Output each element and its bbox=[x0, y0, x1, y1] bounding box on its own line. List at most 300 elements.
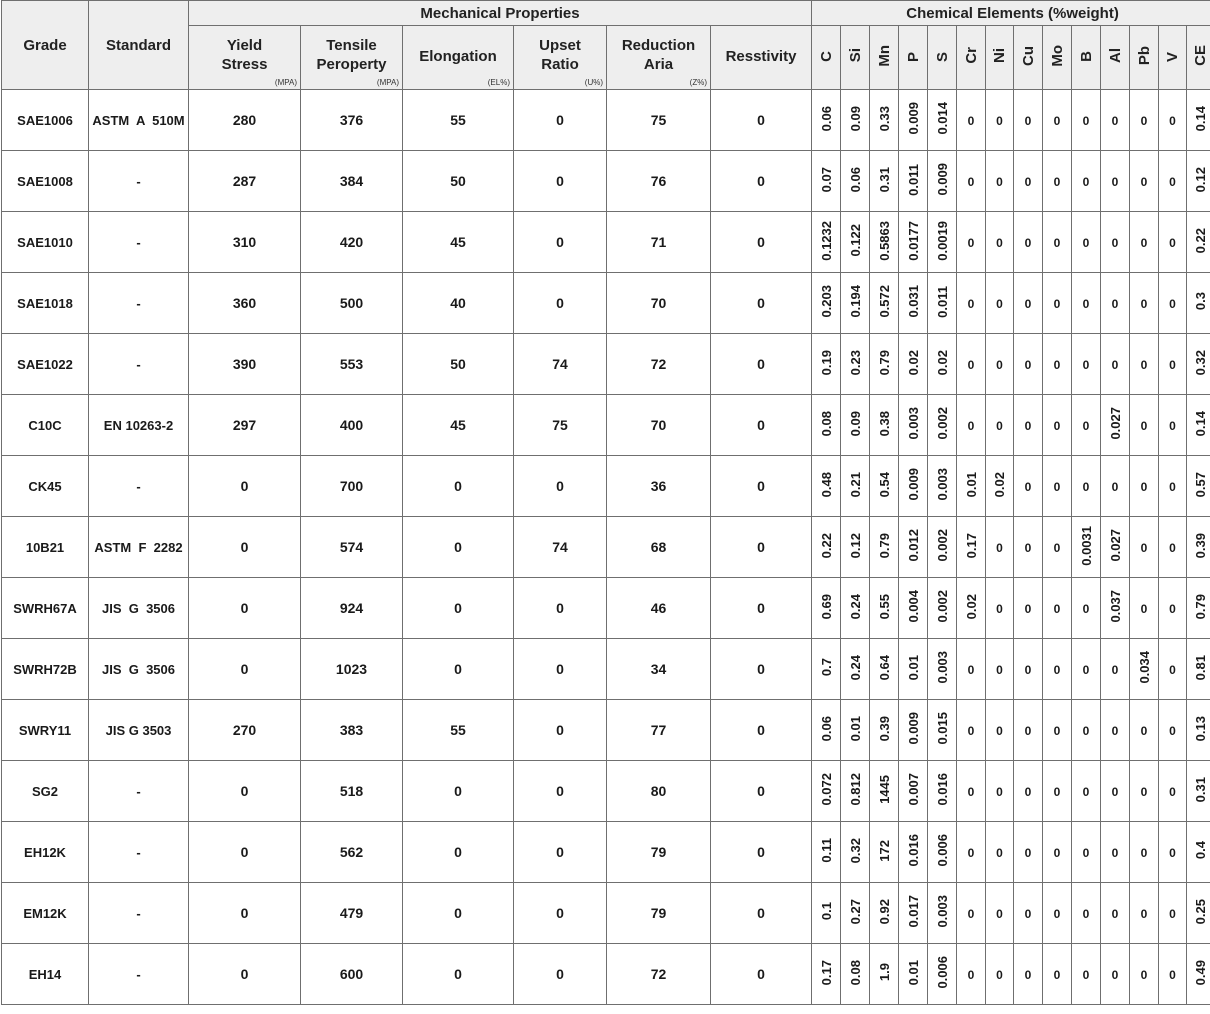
element-value: 0.012 bbox=[905, 529, 921, 562]
element-value: 0 bbox=[967, 297, 975, 311]
element-value: 0.17 bbox=[818, 959, 834, 986]
element-value: 0.79 bbox=[876, 349, 892, 376]
element-value-cell bbox=[957, 456, 986, 517]
element-value: 0.08 bbox=[818, 410, 834, 437]
mechanical-value-cell: 74 bbox=[514, 517, 607, 578]
mechanical-value-cell: 270 bbox=[189, 700, 301, 761]
element-value-cell bbox=[1101, 761, 1130, 822]
mechanical-value-cell: 0 bbox=[403, 944, 514, 1005]
element-value: 0 bbox=[996, 297, 1003, 311]
element-value-cell bbox=[1014, 639, 1043, 700]
element-value-cell bbox=[1187, 273, 1210, 334]
element-value: 0.007 bbox=[905, 773, 921, 806]
element-value: 0.55 bbox=[876, 593, 892, 620]
element-value-cell bbox=[1159, 944, 1187, 1005]
element-value: 0.572 bbox=[876, 285, 892, 318]
element-symbol: Al bbox=[1106, 48, 1124, 63]
element-value: 0.69 bbox=[818, 593, 834, 620]
mechanical-column-unit: (EL%) bbox=[487, 78, 510, 87]
element-value-cell bbox=[986, 944, 1014, 1005]
element-value-cell bbox=[899, 517, 928, 578]
mechanical-value-cell: 1023 bbox=[301, 639, 403, 700]
table-row bbox=[2, 151, 1210, 212]
mechanical-value-cell: 75 bbox=[607, 90, 711, 151]
element-value-cell bbox=[1072, 639, 1101, 700]
mechanical-value-cell: 0 bbox=[403, 883, 514, 944]
element-value-cell bbox=[1187, 456, 1210, 517]
mechanical-value-cell: 45 bbox=[403, 395, 514, 456]
element-value-cell bbox=[1101, 883, 1130, 944]
mechanical-value-cell: 70 bbox=[607, 395, 711, 456]
element-value: 0 bbox=[1053, 480, 1061, 494]
element-value-cell bbox=[841, 883, 870, 944]
standard-cell: - bbox=[89, 456, 189, 517]
element-value: 0 bbox=[1169, 602, 1176, 616]
standard-cell: - bbox=[89, 883, 189, 944]
element-value: 0 bbox=[1024, 175, 1032, 189]
element-value-cell bbox=[1101, 517, 1130, 578]
element-value: 0 bbox=[1053, 663, 1061, 677]
element-value-cell bbox=[957, 273, 986, 334]
element-value-cell bbox=[1130, 883, 1159, 944]
element-value-cell bbox=[812, 578, 841, 639]
element-value-cell bbox=[1101, 822, 1130, 883]
element-value: 0 bbox=[1053, 419, 1061, 433]
element-value-cell bbox=[957, 212, 986, 273]
grade-cell: SAE1022 bbox=[2, 334, 89, 395]
element-value: 0.002 bbox=[934, 590, 950, 623]
element-value: 0.38 bbox=[876, 410, 892, 437]
mechanical-value-cell: 80 bbox=[607, 761, 711, 822]
element-value-cell bbox=[812, 639, 841, 700]
mechanical-value-cell: 40 bbox=[403, 273, 514, 334]
element-value: 0 bbox=[1082, 419, 1090, 433]
element-value-cell bbox=[1130, 822, 1159, 883]
element-value: 0.002 bbox=[934, 407, 950, 440]
mechanical-value-cell: 0 bbox=[189, 517, 301, 578]
element-value: 0 bbox=[1140, 358, 1148, 372]
element-value: 0.02 bbox=[934, 349, 950, 376]
element-value: 0.09 bbox=[847, 105, 863, 132]
element-value-cell bbox=[812, 212, 841, 273]
element-value: 0 bbox=[1140, 236, 1148, 250]
mechanical-value-cell: 50 bbox=[403, 151, 514, 212]
element-value-cell bbox=[1130, 273, 1159, 334]
element-value-cell bbox=[928, 90, 957, 151]
mechanical-column-unit: (MPA) bbox=[376, 78, 399, 87]
element-value: 0 bbox=[1053, 724, 1061, 738]
element-value: 0 bbox=[1082, 724, 1090, 738]
element-value: 0 bbox=[1053, 236, 1061, 250]
element-value: 0 bbox=[967, 358, 975, 372]
mechanical-value-cell: 0 bbox=[711, 273, 812, 334]
element-value: 0.016 bbox=[905, 834, 921, 867]
element-value: 0 bbox=[1140, 175, 1148, 189]
element-value-cell bbox=[899, 944, 928, 1005]
table-row bbox=[2, 90, 1210, 151]
mechanical-value-cell: 0 bbox=[403, 578, 514, 639]
element-value-cell bbox=[812, 395, 841, 456]
element-value: 0 bbox=[967, 663, 975, 677]
element-value: 0.031 bbox=[905, 285, 921, 318]
element-value-cell bbox=[986, 212, 1014, 273]
element-value: 0 bbox=[1024, 480, 1032, 494]
element-value-cell bbox=[957, 761, 986, 822]
element-value: 0 bbox=[996, 785, 1003, 799]
element-value-cell bbox=[1043, 90, 1072, 151]
element-value-cell bbox=[1187, 212, 1210, 273]
element-value: 0.015 bbox=[934, 712, 950, 745]
element-value-cell bbox=[928, 944, 957, 1005]
element-value-cell bbox=[1159, 517, 1187, 578]
element-value-cell bbox=[1043, 212, 1072, 273]
mechanical-value-cell: 0 bbox=[514, 273, 607, 334]
mechanical-value-cell: 297 bbox=[189, 395, 301, 456]
element-value-cell bbox=[1187, 883, 1210, 944]
standard-cell: ASTM F 2282 bbox=[89, 517, 189, 578]
element-value: 0.003 bbox=[905, 407, 921, 440]
element-value-cell bbox=[986, 395, 1014, 456]
element-value: 0.79 bbox=[876, 532, 892, 559]
element-value-cell bbox=[1187, 517, 1210, 578]
element-value: 0 bbox=[1053, 785, 1061, 799]
element-value: 0 bbox=[1053, 602, 1061, 616]
element-value-cell bbox=[841, 578, 870, 639]
element-value-cell bbox=[1072, 761, 1101, 822]
mechanical-column-label: Resstivity bbox=[725, 47, 797, 65]
element-value-cell bbox=[1101, 212, 1130, 273]
element-value-cell bbox=[812, 273, 841, 334]
element-value-cell bbox=[1159, 334, 1187, 395]
element-value-cell bbox=[957, 395, 986, 456]
mechanical-value-cell: 0 bbox=[514, 151, 607, 212]
element-value: 0 bbox=[1140, 297, 1148, 311]
element-value-cell bbox=[1043, 578, 1072, 639]
table-row bbox=[2, 334, 1210, 395]
element-value: 0.57 bbox=[1192, 471, 1208, 498]
element-value-cell bbox=[1101, 700, 1130, 761]
element-value: 0 bbox=[1111, 785, 1119, 799]
element-value: 0.13 bbox=[1192, 715, 1208, 742]
mechanical-value-cell: 0 bbox=[711, 90, 812, 151]
element-value: 0.203 bbox=[818, 285, 834, 318]
element-value: 0.4 bbox=[1192, 841, 1208, 860]
grade-cell: CK45 bbox=[2, 456, 89, 517]
element-value: 0.17 bbox=[963, 532, 979, 559]
element-value-cell bbox=[1159, 700, 1187, 761]
mechanical-column-header bbox=[403, 26, 514, 90]
mechanical-value-cell: 383 bbox=[301, 700, 403, 761]
element-value-cell bbox=[841, 700, 870, 761]
element-value: 0 bbox=[967, 968, 975, 982]
mechanical-column-unit: (U%) bbox=[584, 78, 603, 87]
element-value-cell bbox=[1159, 639, 1187, 700]
element-value-cell bbox=[870, 212, 899, 273]
mechanical-column-header bbox=[711, 26, 812, 90]
element-value: 0.1 bbox=[818, 902, 834, 921]
mechanical-column-header-content bbox=[711, 26, 811, 89]
element-value: 0.06 bbox=[818, 715, 834, 742]
element-value: 0.12 bbox=[847, 532, 863, 559]
mechanical-value-cell: 553 bbox=[301, 334, 403, 395]
element-value-cell bbox=[841, 212, 870, 273]
element-value: 0 bbox=[1169, 724, 1176, 738]
element-value: 0.07 bbox=[818, 166, 834, 193]
element-value: 0 bbox=[1024, 785, 1032, 799]
element-value: 0.48 bbox=[818, 471, 834, 498]
element-value-cell bbox=[899, 273, 928, 334]
element-value-cell bbox=[957, 883, 986, 944]
element-value: 0 bbox=[1111, 480, 1119, 494]
element-value-cell bbox=[841, 456, 870, 517]
element-value: 0 bbox=[996, 175, 1003, 189]
mechanical-value-cell: 0 bbox=[189, 944, 301, 1005]
element-value: 0.01 bbox=[905, 959, 921, 986]
mechanical-value-cell: 562 bbox=[301, 822, 403, 883]
mechanical-value-cell: 0 bbox=[711, 212, 812, 273]
element-value-cell bbox=[1130, 456, 1159, 517]
element-value-cell bbox=[1159, 456, 1187, 517]
standard-cell: - bbox=[89, 273, 189, 334]
element-value: 0.39 bbox=[876, 715, 892, 742]
element-value: 0 bbox=[1169, 175, 1176, 189]
mechanical-value-cell: 72 bbox=[607, 944, 711, 1005]
element-column-header bbox=[899, 26, 928, 90]
element-value-cell bbox=[870, 334, 899, 395]
element-value-cell bbox=[1159, 151, 1187, 212]
mechanical-value-cell: 0 bbox=[711, 395, 812, 456]
element-value-cell bbox=[1159, 395, 1187, 456]
table-row bbox=[2, 273, 1210, 334]
element-value: 0 bbox=[1111, 724, 1119, 738]
element-value: 0 bbox=[967, 907, 975, 921]
mechanical-value-cell: 400 bbox=[301, 395, 403, 456]
element-value-cell bbox=[1130, 761, 1159, 822]
element-column-header bbox=[812, 26, 841, 90]
element-value: 0.49 bbox=[1192, 959, 1208, 986]
mechanical-value-cell: 55 bbox=[403, 90, 514, 151]
element-value-cell bbox=[841, 822, 870, 883]
mechanical-value-cell: 924 bbox=[301, 578, 403, 639]
grade-cell: SAE1018 bbox=[2, 273, 89, 334]
element-value: 0.23 bbox=[847, 349, 863, 376]
element-value: 0.003 bbox=[934, 895, 950, 928]
element-value-cell bbox=[1072, 334, 1101, 395]
grade-cell: SG2 bbox=[2, 761, 89, 822]
mechanical-value-cell: 0 bbox=[514, 944, 607, 1005]
mechanical-column-header-content bbox=[189, 26, 300, 89]
element-value: 0 bbox=[1111, 663, 1119, 677]
element-value-cell bbox=[928, 700, 957, 761]
element-value-cell bbox=[1072, 700, 1101, 761]
mechanical-value-cell: 0 bbox=[711, 517, 812, 578]
element-value-cell bbox=[1187, 578, 1210, 639]
standard-cell: - bbox=[89, 761, 189, 822]
mechanical-value-cell: 0 bbox=[189, 883, 301, 944]
element-value-cell bbox=[986, 334, 1014, 395]
element-value-cell bbox=[1014, 578, 1043, 639]
mechanical-column-header-content bbox=[607, 26, 710, 89]
element-value-cell bbox=[1187, 639, 1210, 700]
element-value: 0 bbox=[1024, 541, 1032, 555]
element-column-header bbox=[1101, 26, 1130, 90]
element-value: 0.7 bbox=[818, 658, 834, 677]
element-value-cell bbox=[1014, 395, 1043, 456]
standard-cell: - bbox=[89, 822, 189, 883]
element-value: 0.01 bbox=[847, 715, 863, 742]
mechanical-value-cell: 0 bbox=[403, 517, 514, 578]
element-value-cell bbox=[1043, 883, 1072, 944]
element-value: 0.3 bbox=[1192, 292, 1208, 311]
element-value: 0.11 bbox=[818, 838, 834, 863]
element-value: 0.32 bbox=[1192, 349, 1208, 376]
mechanical-value-cell: 71 bbox=[607, 212, 711, 273]
table-row bbox=[2, 578, 1210, 639]
element-value: 0 bbox=[1111, 297, 1119, 311]
element-value: 0 bbox=[1169, 297, 1176, 311]
element-value-cell bbox=[928, 761, 957, 822]
element-value: 0 bbox=[1140, 480, 1148, 494]
mechanical-value-cell: 518 bbox=[301, 761, 403, 822]
mechanical-value-cell: 76 bbox=[607, 151, 711, 212]
element-value-cell bbox=[899, 334, 928, 395]
element-value-cell bbox=[1187, 761, 1210, 822]
element-value-cell bbox=[1014, 761, 1043, 822]
element-value-cell bbox=[1072, 822, 1101, 883]
element-value-cell bbox=[1014, 700, 1043, 761]
mechanical-value-cell: 0 bbox=[711, 151, 812, 212]
element-value: 0.072 bbox=[818, 773, 834, 806]
element-value-cell bbox=[957, 578, 986, 639]
element-value-cell bbox=[899, 90, 928, 151]
element-value-cell bbox=[928, 456, 957, 517]
element-value: 0 bbox=[1111, 358, 1119, 372]
element-symbol: C bbox=[817, 51, 835, 62]
element-value-cell bbox=[1072, 395, 1101, 456]
element-value: 0.27 bbox=[847, 898, 863, 925]
element-value-cell bbox=[1130, 700, 1159, 761]
element-value-cell bbox=[957, 90, 986, 151]
element-value-cell bbox=[899, 212, 928, 273]
element-value-cell bbox=[1187, 395, 1210, 456]
element-value: 0 bbox=[1111, 236, 1119, 250]
element-value-cell bbox=[1130, 395, 1159, 456]
element-value: 0 bbox=[996, 907, 1003, 921]
element-value: 0 bbox=[1024, 724, 1032, 738]
element-value: 0 bbox=[1053, 907, 1061, 921]
element-value-cell bbox=[841, 517, 870, 578]
mechanical-value-cell: 700 bbox=[301, 456, 403, 517]
mechanical-value-cell: 0 bbox=[514, 212, 607, 273]
standard-cell: ASTM A 510M bbox=[89, 90, 189, 151]
element-value: 0.08 bbox=[847, 959, 863, 986]
element-value: 0 bbox=[1169, 236, 1176, 250]
mechanical-column-header bbox=[301, 26, 403, 90]
mechanical-column-unit: (MPA) bbox=[274, 78, 297, 87]
element-value-cell bbox=[1130, 578, 1159, 639]
element-value: 172 bbox=[876, 839, 892, 862]
element-value-cell bbox=[870, 151, 899, 212]
element-value-cell bbox=[986, 578, 1014, 639]
element-value: 0.79 bbox=[1192, 593, 1208, 620]
mechanical-column-header bbox=[189, 26, 301, 90]
element-value-cell bbox=[1072, 883, 1101, 944]
mechanical-value-cell: 600 bbox=[301, 944, 403, 1005]
element-value: 0.06 bbox=[847, 166, 863, 193]
mechanical-value-cell: 0 bbox=[514, 700, 607, 761]
element-value-cell bbox=[928, 395, 957, 456]
element-value-cell bbox=[1014, 944, 1043, 1005]
element-value-cell bbox=[812, 944, 841, 1005]
table-row bbox=[2, 212, 1210, 273]
element-value: 0.016 bbox=[934, 773, 950, 806]
element-value-cell bbox=[1187, 700, 1210, 761]
mechanical-value-cell: 574 bbox=[301, 517, 403, 578]
element-value-cell bbox=[841, 395, 870, 456]
element-value: 0 bbox=[996, 114, 1003, 128]
element-value: 0 bbox=[967, 785, 975, 799]
element-value: 0 bbox=[1024, 419, 1032, 433]
element-value: 0.017 bbox=[905, 895, 921, 928]
element-value-cell bbox=[1130, 90, 1159, 151]
mechanical-value-cell: 0 bbox=[189, 578, 301, 639]
grade-cell: SWRH67A bbox=[2, 578, 89, 639]
element-value: 0 bbox=[996, 846, 1003, 860]
standard-header: Standard bbox=[89, 1, 189, 90]
element-value: 0 bbox=[996, 236, 1003, 250]
mechanical-column-header-content bbox=[514, 26, 606, 89]
element-column-header bbox=[1187, 26, 1210, 90]
element-value: 0 bbox=[1082, 358, 1090, 372]
mechanical-column-label: Tensile Peroperty bbox=[316, 36, 387, 73]
element-value: 0.39 bbox=[1192, 532, 1208, 559]
mechanical-properties-header: Mechanical Properties bbox=[189, 1, 812, 26]
element-value: 0.037 bbox=[1107, 590, 1123, 623]
element-value-cell bbox=[870, 578, 899, 639]
element-value: 0 bbox=[1169, 358, 1176, 372]
table-row bbox=[2, 700, 1210, 761]
element-value-cell bbox=[1072, 212, 1101, 273]
mechanical-value-cell: 0 bbox=[514, 822, 607, 883]
element-value-cell bbox=[1159, 822, 1187, 883]
element-value-cell bbox=[899, 578, 928, 639]
element-value-cell bbox=[870, 90, 899, 151]
mechanical-value-cell: 68 bbox=[607, 517, 711, 578]
mechanical-value-cell: 0 bbox=[403, 761, 514, 822]
mechanical-value-cell: 0 bbox=[514, 456, 607, 517]
element-value: 0 bbox=[1169, 419, 1176, 433]
grade-cell: EM12K bbox=[2, 883, 89, 944]
element-value: 0 bbox=[1111, 846, 1119, 860]
element-value: 0 bbox=[1169, 846, 1176, 860]
element-value-cell bbox=[870, 517, 899, 578]
element-value: 0 bbox=[1140, 846, 1148, 860]
element-value: 0.194 bbox=[847, 285, 863, 318]
element-value: 0 bbox=[1024, 297, 1032, 311]
element-value: 0 bbox=[1082, 968, 1090, 982]
element-value-cell bbox=[1159, 212, 1187, 273]
element-value-cell bbox=[899, 395, 928, 456]
element-value-cell bbox=[1043, 944, 1072, 1005]
element-value-cell bbox=[957, 700, 986, 761]
element-symbol: B bbox=[1077, 51, 1095, 62]
element-value-cell bbox=[812, 151, 841, 212]
element-value: 0.5863 bbox=[876, 220, 892, 261]
element-value-cell bbox=[957, 944, 986, 1005]
table-row bbox=[2, 822, 1210, 883]
element-value-cell bbox=[928, 639, 957, 700]
grade-cell: SAE1008 bbox=[2, 151, 89, 212]
